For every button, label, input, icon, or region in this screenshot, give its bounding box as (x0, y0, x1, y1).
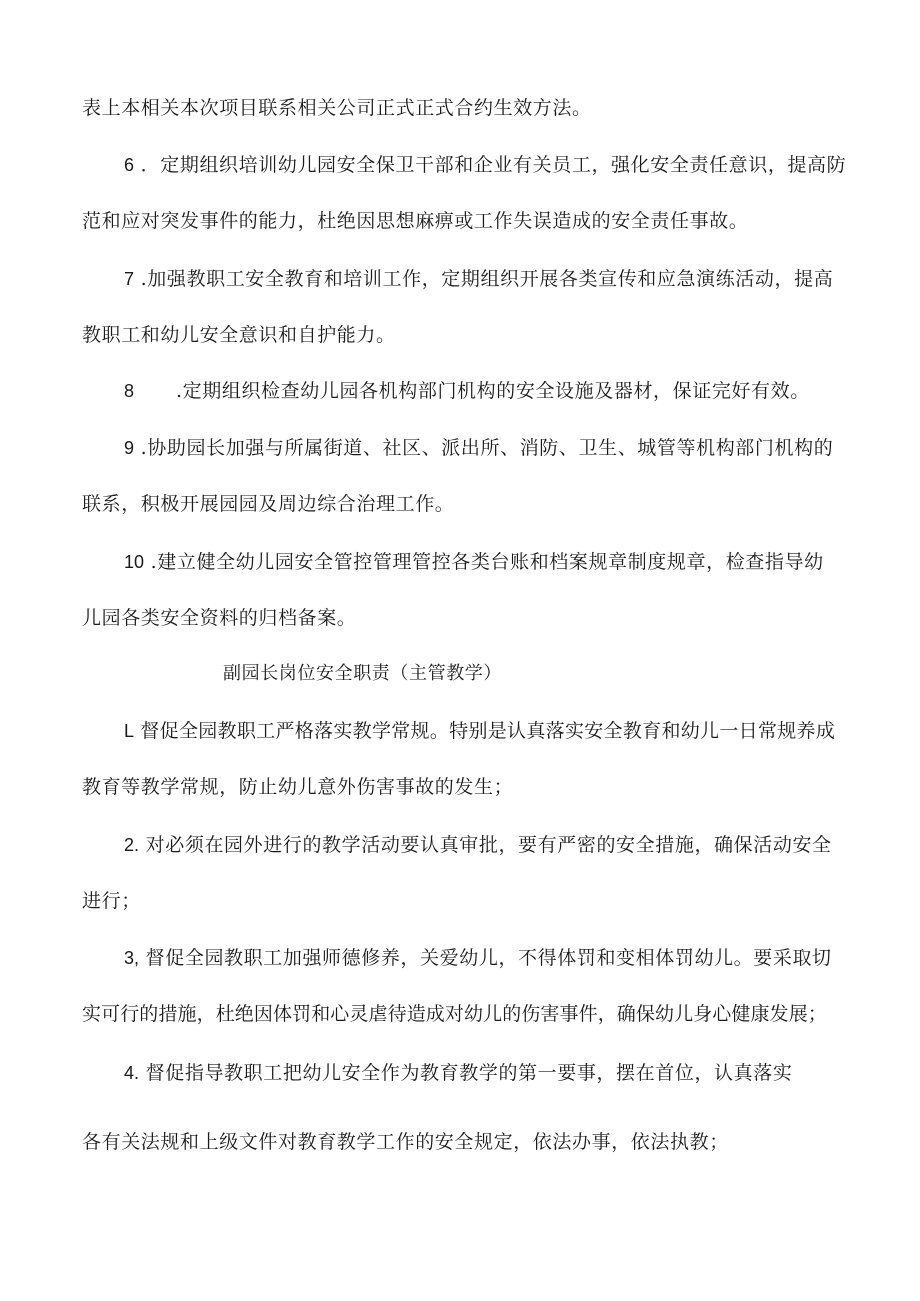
item-text: 儿园各类安全资料的归档备案。 (82, 607, 357, 629)
s3-line-1 (124, 946, 832, 970)
item-6-line-1 (124, 153, 846, 177)
text: 表上本相关本次项目联系相关公司正式正式合约生效方法。 (82, 97, 592, 119)
item-text: 范和应对突发事件的能力，杜绝因思想麻痹或工作失误造成的安全责任事故。 (82, 210, 749, 232)
item-number: 3, (124, 948, 140, 968)
item-8-line-1 (124, 379, 810, 403)
item-text: 督促全园教职工加强师德修养，关爱幼儿，不得体罚和变相体罚幼儿。要采取切 (145, 947, 832, 969)
s2-line-1 (124, 833, 832, 857)
item-10-line-2 (82, 606, 356, 630)
s2-line-2 (82, 889, 141, 913)
item-number: 4. (124, 1063, 140, 1083)
item-text: .协助园长加强与所属街道、社区、派出所、消防、卫生、城管等机构部门机构的 (140, 437, 834, 459)
s4-line-1 (124, 1061, 792, 1085)
item-10-line-1 (124, 550, 824, 574)
item-text: .定期组织检查幼儿园各机构部门机构的安全设施及器材，保证完好有效。 (176, 380, 810, 402)
paragraph-line (82, 96, 592, 120)
item-7-line-1 (124, 267, 833, 291)
item-number: 6 (124, 155, 135, 175)
item-9-line-2 (82, 492, 454, 516)
item-text: 对必须在园外进行的教学活动要认真审批，要有严密的安全措施，确保活动安全 (145, 834, 832, 856)
item-text: 实可行的措施，杜绝因体罚和心灵虐待造成对幼儿的伤害事件，确保幼儿身心健康发展； (82, 1003, 827, 1025)
item-text: .加强教职工安全教育和培训工作，定期组织开展各类宣传和应急演练活动，提高 (140, 268, 834, 290)
s1-line-1 (124, 719, 835, 743)
item-text: 督促全园教职工严格落实教学常规。特别是认真落实安全教育和幼儿一日常规养成 (140, 720, 836, 742)
item-number: L (124, 721, 135, 741)
s4-line-2 (82, 1130, 729, 1154)
item-number: 7 (124, 269, 135, 289)
item-text: 联系，积极开展园园及周边综合治理工作。 (82, 493, 455, 515)
section-title (223, 662, 502, 686)
item-number: 2. (124, 835, 140, 855)
item-number: 10 (124, 552, 145, 572)
item-number: 8 (124, 381, 135, 401)
item-text: 各有关法规和上级文件对教育教学工作的安全规定，依法办事，依法执教； (82, 1131, 729, 1153)
item-text: ．定期组织培训幼儿园安全保卫干部和企业有关员工，强化安全责任意识，提高防 (140, 154, 847, 176)
item-7-line-2 (82, 323, 396, 347)
s3-line-2 (82, 1002, 827, 1026)
item-text: 教职工和幼儿安全意识和自护能力。 (82, 324, 396, 346)
item-text: .建立健全幼儿园安全管控管理管控各类台账和档案规章制度规章，检查指导幼 (150, 551, 824, 573)
item-number: 9 (124, 438, 135, 458)
section-title-text: 副园长岗位安全职责（主管教学） (223, 663, 502, 684)
item-9-line-1 (124, 436, 833, 460)
item-6-line-2 (82, 209, 748, 233)
item-text: 教育等教学常规，防止幼儿意外伤害事故的发生； (82, 776, 514, 798)
s1-line-2 (82, 775, 513, 799)
item-text: 进行； (82, 890, 141, 912)
item-text: 督促指导教职工把幼儿安全作为教育教学的第一要事，摆在首位，认真落实 (145, 1062, 793, 1084)
